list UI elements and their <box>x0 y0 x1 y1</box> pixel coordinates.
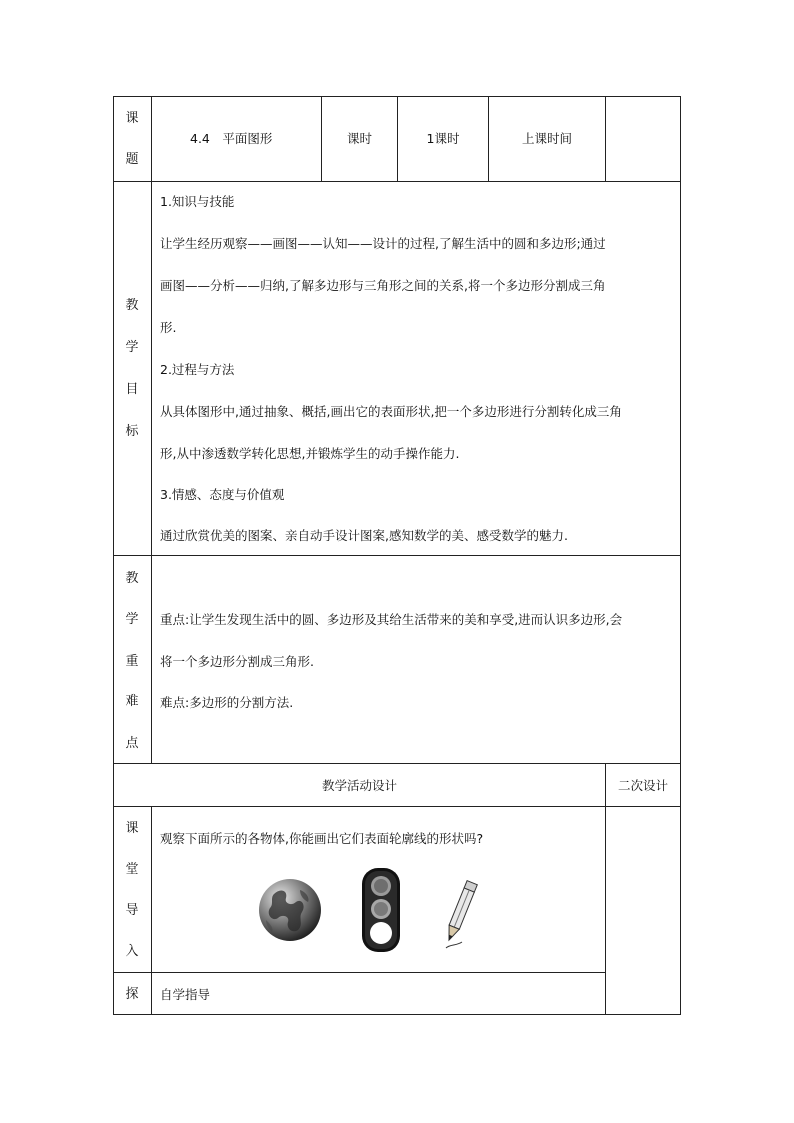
intro-label-char-3: 导 <box>125 903 139 918</box>
objectives-label-char-4: 标 <box>125 424 139 439</box>
objective-line: 从具体图形中,通过抽象、概括,画出它的表面形状,把一个多边形进行分割转化成三角 <box>160 404 622 419</box>
pencil-image <box>436 876 482 952</box>
objective-line: 2.过程与方法 <box>160 362 235 377</box>
table-border-right <box>680 96 681 1015</box>
keypoints-label-char-2: 学 <box>125 612 139 627</box>
keypoints-label-char-1: 教 <box>125 571 139 586</box>
label-column-divider-top <box>151 96 152 763</box>
header-col-divider-4 <box>605 96 606 181</box>
keypoints-label-char-5: 点 <box>125 736 139 751</box>
objective-line: 形,从中渗透数学转化思想,并锻炼学生的动手操作能力. <box>160 446 460 461</box>
activity-design-label: 教学活动设计 <box>321 778 397 793</box>
objective-line: 1.知识与技能 <box>160 194 235 209</box>
second-design-col-divider <box>605 763 606 1014</box>
row-divider-activity <box>113 806 681 807</box>
intro-question: 观察下面所示的各物体,你能画出它们表面轮廓线的形状吗? <box>160 831 484 846</box>
intro-label-char-2: 堂 <box>125 862 139 877</box>
header-label-char-2: 题 <box>125 152 139 167</box>
lesson-title: 4.4 平面图形 <box>190 131 273 146</box>
traffic-light-image <box>360 866 402 954</box>
objectives-label-char-1: 教 <box>125 298 139 313</box>
objectives-label-char-3: 目 <box>125 382 139 397</box>
row-divider-objectives <box>113 555 681 556</box>
intro-label-char-4: 入 <box>125 944 139 959</box>
period-label: 课时 <box>346 131 372 146</box>
class-time-label: 上课时间 <box>521 131 572 146</box>
explore-label-char-1: 探 <box>125 987 139 1002</box>
header-label-char-1: 课 <box>125 111 139 126</box>
objectives-label-char-2: 学 <box>125 340 139 355</box>
table-border-bottom <box>113 1014 681 1015</box>
row-divider-header <box>113 181 681 182</box>
keypoint-line: 将一个多边形分割成三角形. <box>160 654 314 669</box>
explore-guidance: 自学指导 <box>160 987 211 1002</box>
objective-line: 通过欣赏优美的图案、亲自动手设计图案,感知数学的美、感受数学的魅力. <box>160 528 568 543</box>
keypoint-line: 难点:多边形的分割方法. <box>160 695 294 710</box>
globe-image <box>256 876 324 944</box>
row-divider-intro <box>113 972 605 973</box>
objective-line: 3.情感、态度与价值观 <box>160 487 285 502</box>
objective-line: 画图——分析——归纳,了解多边形与三角形之间的关系,将一个多边形分割成三角 <box>160 278 606 293</box>
label-column-divider-bottom <box>151 806 152 1014</box>
row-divider-keypoints <box>113 763 681 764</box>
objective-line: 形. <box>160 320 177 335</box>
objective-line: 让学生经历观察——画图——认知——设计的过程,了解生活中的圆和多边形;通过 <box>160 236 606 251</box>
intro-label-char-1: 课 <box>125 821 139 836</box>
second-design-label: 二次设计 <box>617 778 668 793</box>
keypoints-label-char-4: 难 <box>125 694 139 709</box>
keypoints-label-char-3: 重 <box>125 654 139 669</box>
period-value: 1课时 <box>426 131 460 146</box>
keypoint-line: 重点:让学生发现生活中的圆、多边形及其给生活带来的美和享受,进而认识多边形,会 <box>160 612 623 627</box>
